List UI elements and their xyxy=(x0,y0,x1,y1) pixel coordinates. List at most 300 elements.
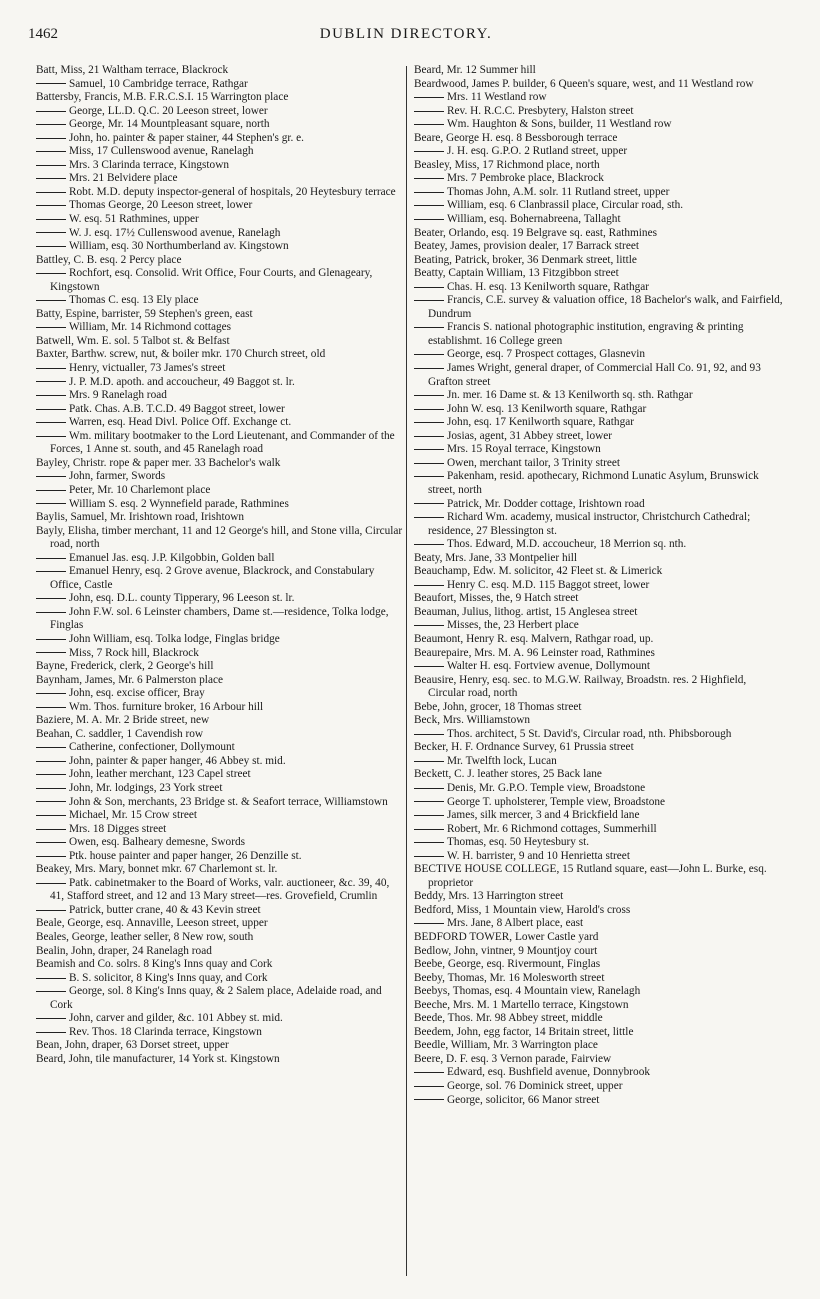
entry-text: Emanuel Henry, esq. 2 Grove avenue, Blackrock, and Constabulary Office, Castle xyxy=(50,565,375,591)
column-divider xyxy=(406,66,407,1276)
directory-entry xyxy=(36,1053,406,1067)
directory-entry xyxy=(36,78,406,92)
entry-text: Rev. H. R.C.C. Presbytery, Halston street xyxy=(447,104,634,117)
ditto-dash xyxy=(414,300,444,301)
entry-text: John, esq. D.L. county Tipperary, 96 Leeson st. lr. xyxy=(69,592,295,605)
entry-text: Pakenham, resid. apothecary, Richmond Lunatic Asylum, Brunswick street, north xyxy=(428,470,759,496)
ditto-dash xyxy=(36,300,66,301)
ditto-dash xyxy=(414,327,444,328)
directory-entry xyxy=(414,403,786,417)
entry-text: Thos. Edward, M.D. accoucheur, 18 Merrion sq. nth. xyxy=(447,538,687,551)
directory-entry xyxy=(36,335,406,349)
entry-text: Peter, Mr. 10 Charlemont place xyxy=(69,483,211,496)
entry-text: John, farmer, Swords xyxy=(69,470,166,483)
entry-text: Beeby, Thomas, Mr. 16 Molesworth street xyxy=(414,971,605,984)
entry-text: William, Mr. 14 Richmond cottages xyxy=(69,321,232,334)
ditto-dash xyxy=(414,842,444,843)
entry-text: Walter H. esq. Fortview avenue, Dollymount xyxy=(447,660,651,673)
entry-text: Beedle, William, Mr. 3 Warrington place xyxy=(414,1039,598,1052)
entry-text: Patrick, butter crane, 40 & 43 Kevin street xyxy=(69,903,261,916)
directory-entry xyxy=(414,159,786,173)
directory-entry xyxy=(414,755,786,769)
ditto-dash xyxy=(36,978,66,979)
ditto-dash xyxy=(414,761,444,762)
running-title: DUBLIN DIRECTORY. xyxy=(319,26,493,42)
entry-text: Beebys, Thomas, esq. 4 Mountain view, Ranelagh xyxy=(414,985,641,998)
entry-text: Henry C. esq. M.D. 115 Baggot street, lower xyxy=(447,578,650,591)
directory-entry xyxy=(36,836,406,850)
entry-text: Edward, esq. Bushfield avenue, Donnybrook xyxy=(447,1066,650,1079)
entry-text: Bean, John, draper, 63 Dorset street, upper xyxy=(36,1039,229,1052)
ditto-dash xyxy=(36,273,66,274)
entry-text: Miss, 17 Cullenswood avenue, Ranelagh xyxy=(69,145,254,158)
entry-text: Bayley, Christr. rope & paper mer. 33 Bachelor's walk xyxy=(36,456,281,469)
ditto-dash xyxy=(36,801,66,802)
ditto-dash xyxy=(414,436,444,437)
directory-entry xyxy=(414,904,786,918)
ditto-dash xyxy=(36,774,66,775)
entry-text: J. H. esq. G.P.O. 2 Rutland street, upper xyxy=(447,145,628,158)
directory-entry xyxy=(36,863,406,877)
directory-entry xyxy=(414,741,786,755)
directory-entry xyxy=(36,145,406,159)
entry-text: Baynham, James, Mr. 6 Palmerston place xyxy=(36,673,223,686)
directory-entry xyxy=(414,281,786,295)
entry-text: George, LL.D. Q.C. 20 Leeson street, lower xyxy=(69,104,268,117)
ditto-dash xyxy=(414,395,444,396)
ditto-dash xyxy=(36,422,66,423)
ditto-dash xyxy=(414,205,444,206)
directory-entry xyxy=(414,443,786,457)
directory-entry xyxy=(414,389,786,403)
ditto-dash xyxy=(36,409,66,410)
ditto-dash xyxy=(36,1018,66,1019)
directory-entry xyxy=(36,416,406,430)
directory-entry xyxy=(414,186,786,200)
entry-text: Beamish and Co. solrs. 8 King's Inns quay and Cork xyxy=(36,958,273,971)
entry-text: Thomas C. esq. 13 Ely place xyxy=(69,294,199,307)
entry-text: B. S. solicitor, 8 King's Inns quay, and Cork xyxy=(69,971,268,984)
entry-text: W. esq. 51 Rathmines, upper xyxy=(69,213,199,226)
entry-text: BEDFORD TOWER, Lower Castle yard xyxy=(414,931,599,943)
directory-entry xyxy=(414,240,786,254)
entry-text: Emanuel Jas. esq. J.P. Kilgobbin, Golden ball xyxy=(69,551,275,564)
directory-entry xyxy=(36,348,406,362)
directory-entry xyxy=(414,457,786,471)
ditto-dash xyxy=(36,381,66,382)
entry-text: Beales, George, leather seller, 8 New row, south xyxy=(36,931,254,943)
directory-entry xyxy=(414,145,786,159)
directory-entry xyxy=(36,782,406,796)
ditto-dash xyxy=(414,788,444,789)
directory-entry xyxy=(414,552,786,566)
entry-text: Samuel, 10 Cambridge terrace, Rathgar xyxy=(69,77,248,90)
page-header xyxy=(28,26,784,52)
directory-entry xyxy=(36,389,406,403)
ditto-dash xyxy=(36,368,66,369)
entry-text: Battley, C. B. esq. 2 Percy place xyxy=(36,253,182,266)
entry-text: BECTIVE HOUSE COLLEGE, 15 Rutland square, east—John L. Burke, esq. proprietor xyxy=(414,863,767,889)
directory-entry xyxy=(36,457,406,471)
entry-text: George, Mr. 14 Mountpleasant square, north xyxy=(69,118,270,131)
ditto-dash xyxy=(414,219,444,220)
directory-entry xyxy=(414,647,786,661)
directory-entry xyxy=(414,985,786,999)
entry-text: John, Mr. lodgings, 23 York street xyxy=(69,781,223,794)
directory-entry xyxy=(36,159,406,173)
ditto-dash xyxy=(36,707,66,708)
entry-text: Thos. architect, 5 St. David's, Circular road, nth. Phibsborough xyxy=(447,727,732,740)
directory-entry xyxy=(36,904,406,918)
entry-text: Wm. Thos. furniture broker, 16 Arbour hill xyxy=(69,700,264,713)
directory-entry xyxy=(36,1012,406,1026)
directory-entry xyxy=(36,687,406,701)
ditto-dash xyxy=(414,856,444,857)
directory-entry xyxy=(36,1039,406,1053)
ditto-dash xyxy=(36,178,66,179)
entry-text: Mrs. 11 Westland row xyxy=(447,91,547,104)
ditto-dash xyxy=(414,354,444,355)
entry-text: George, sol. 8 King's Inns quay, & 2 Salem place, Adelaide road, and Cork xyxy=(50,985,382,1011)
entry-text: William, esq. 6 Clanbrassil place, Circular road, sth. xyxy=(447,199,684,212)
ditto-dash xyxy=(414,585,444,586)
ditto-dash xyxy=(36,571,66,572)
directory-entry xyxy=(414,498,786,512)
directory-entry xyxy=(414,999,786,1013)
entry-text: Rochfort, esq. Consolid. Writ Office, Four Courts, and Glenageary, Kingstown xyxy=(50,267,373,293)
ditto-dash xyxy=(36,829,66,830)
directory-entry xyxy=(414,430,786,444)
directory-entry xyxy=(36,958,406,972)
ditto-dash xyxy=(414,544,444,545)
ditto-dash xyxy=(36,842,66,843)
entry-text: Beere, D. F. esq. 3 Vernon parade, Fairview xyxy=(414,1052,612,1065)
ditto-dash xyxy=(414,449,444,450)
ditto-dash xyxy=(36,205,66,206)
directory-entry xyxy=(36,714,406,728)
directory-entry xyxy=(414,945,786,959)
ditto-dash xyxy=(414,178,444,179)
directory-entry xyxy=(414,863,786,890)
right-column xyxy=(414,64,786,1107)
entry-text: Beakey, Mrs. Mary, bonnet mkr. 67 Charlemont st. lr. xyxy=(36,863,278,876)
entry-text: Beard, John, tile manufacturer, 14 York st. Kingstown xyxy=(36,1052,280,1065)
ditto-dash xyxy=(36,815,66,816)
entry-text: Bedford, Miss, 1 Mountain view, Harold's cross xyxy=(414,903,631,916)
entry-text: John & Son, merchants, 23 Bridge st. & Seafort terrace, Williamstown xyxy=(69,795,388,808)
entry-text: Patrick, Mr. Dodder cottage, Irishtown road xyxy=(447,497,645,510)
directory-entry xyxy=(414,714,786,728)
directory-entry xyxy=(36,877,406,904)
entry-text: Bebe, John, grocer, 18 Thomas street xyxy=(414,700,582,713)
entry-text: Batwell, Wm. E. sol. 5 Talbot st. & Belfast xyxy=(36,334,230,347)
directory-entry xyxy=(414,836,786,850)
directory-entry xyxy=(414,674,786,701)
directory-entry xyxy=(414,1094,786,1108)
directory-entry xyxy=(414,796,786,810)
entry-text: Wm. military bootmaker to the Lord Lieutenant, and Commander of the Forces, 1 Anne st. south, and 45 Ranelagh road xyxy=(50,429,395,456)
directory-entry xyxy=(414,823,786,837)
ditto-dash xyxy=(414,409,444,410)
directory-entry xyxy=(414,91,786,105)
directory-entry xyxy=(414,213,786,227)
entry-text: Thomas, esq. 50 Heytesbury st. xyxy=(447,836,590,849)
ditto-dash xyxy=(36,883,66,884)
directory-entry xyxy=(36,741,406,755)
entry-text: Batt, Miss, 21 Waltham terrace, Blackrock xyxy=(36,64,229,76)
directory-entry xyxy=(414,227,786,241)
ditto-dash xyxy=(414,192,444,193)
directory-entry xyxy=(36,850,406,864)
directory-entry xyxy=(36,294,406,308)
ditto-dash xyxy=(414,97,444,98)
entry-text: Bedlow, John, vintner, 9 Mountjoy court xyxy=(414,944,598,957)
entry-text: Mrs. 9 Ranelagh road xyxy=(69,389,167,402)
directory-entry xyxy=(414,1026,786,1040)
ditto-dash xyxy=(36,151,66,152)
directory-entry xyxy=(36,498,406,512)
entry-text: James Wright, general draper, of Commercial Hall Co. 91, 92, and 93 Grafton street xyxy=(428,362,761,388)
directory-entry xyxy=(36,552,406,566)
ditto-dash xyxy=(414,151,444,152)
ditto-dash xyxy=(414,1099,444,1100)
entry-text: George, solicitor, 66 Manor street xyxy=(447,1093,600,1106)
ditto-dash xyxy=(36,788,66,789)
directory-entry xyxy=(414,78,786,92)
ditto-dash xyxy=(414,829,444,830)
entry-text: Beebe, George, esq. Rivermount, Finglas xyxy=(414,958,601,971)
entry-text: Miss, 7 Rock hill, Blackrock xyxy=(69,646,199,659)
directory-entry xyxy=(36,823,406,837)
ditto-dash xyxy=(36,652,66,653)
ditto-dash xyxy=(36,327,66,328)
entry-text: Beeche, Mrs. M. 1 Martello terrace, Kingstown xyxy=(414,998,629,1011)
entry-text: Mrs. 15 Royal terrace, Kingstown xyxy=(447,443,601,456)
directory-entry xyxy=(36,64,406,78)
ditto-dash xyxy=(36,1032,66,1033)
entry-text: Beede, Thos. Mr. 98 Abbey street, middle xyxy=(414,1012,603,1025)
ditto-dash xyxy=(36,246,66,247)
ditto-dash xyxy=(36,503,66,504)
entry-text: Beasley, Miss, 17 Richmond place, north xyxy=(414,158,600,171)
ditto-dash xyxy=(414,463,444,464)
ditto-dash xyxy=(414,666,444,667)
entry-text: Beddy, Mrs. 13 Harrington street xyxy=(414,890,564,903)
directory-entry xyxy=(36,308,406,322)
ditto-dash xyxy=(414,517,444,518)
directory-entry xyxy=(36,606,406,633)
ditto-dash xyxy=(36,761,66,762)
entry-text: Bealin, John, draper, 24 Ranelagh road xyxy=(36,944,212,957)
entry-text: Bayne, Frederick, clerk, 2 George's hill xyxy=(36,660,214,673)
directory-entry xyxy=(414,511,786,538)
directory-entry xyxy=(414,321,786,348)
entry-text: Mrs. Jane, 8 Albert place, east xyxy=(447,917,584,930)
entry-text: Beale, George, esq. Annaville, Leeson street, upper xyxy=(36,917,268,930)
directory-entry xyxy=(36,728,406,742)
entry-text: Beardwood, James P. builder, 6 Queen's square, west, and 11 Westland row xyxy=(414,77,754,90)
entry-text: Beauman, Julius, lithog. artist, 15 Anglesea street xyxy=(414,605,638,618)
entry-text: Owen, esq. Balheary demesne, Swords xyxy=(69,836,246,849)
entry-text: Misses, the, 23 Herbert place xyxy=(447,619,579,632)
directory-entry xyxy=(414,619,786,633)
directory-entry xyxy=(36,105,406,119)
directory-entry xyxy=(414,728,786,742)
entry-text: Beaurepaire, Mrs. M. A. 96 Leinster road, Rathmines xyxy=(414,646,655,659)
ditto-dash xyxy=(36,83,66,84)
entry-text: Mrs. 21 Belvidere place xyxy=(69,172,178,185)
directory-entry xyxy=(414,294,786,321)
entry-text: Patk. cabinetmaker to the Board of Works, valr. auctioneer, &c. 39, 40, 41, Stafford street, and 12 and 13 Mary street—res. Grovefield, Crumlin xyxy=(50,876,390,903)
ditto-dash xyxy=(414,422,444,423)
directory-entry xyxy=(36,470,406,484)
directory-entry xyxy=(36,592,406,606)
entry-text: Bayly, Elisha, timber merchant, 11 and 12 George's hill, and Stone villa, Circular road, north xyxy=(36,524,403,551)
entry-text: John, ho. painter & paper stainer, 44 Stephen's gr. e. xyxy=(69,131,305,144)
ditto-dash xyxy=(414,287,444,288)
directory-entry xyxy=(36,945,406,959)
entry-text: George T. upholsterer, Temple view, Broadstone xyxy=(447,795,666,808)
ditto-dash xyxy=(36,138,66,139)
directory-entry xyxy=(36,768,406,782)
entry-text: William, esq. Bohernabreena, Tallaght xyxy=(447,213,621,226)
directory-entry xyxy=(36,267,406,294)
entry-text: Mrs. 7 Pembroke place, Blackrock xyxy=(447,172,604,185)
directory-entry xyxy=(36,660,406,674)
entry-text: W. J. esq. 17½ Cullenswood avenue, Ranelagh xyxy=(69,226,281,239)
directory-entry xyxy=(414,118,786,132)
entry-text: Thomas George, 20 Leeson street, lower xyxy=(69,199,253,212)
entry-text: Thomas John, A.M. solr. 11 Rutland street, upper xyxy=(447,185,670,198)
page-number: 1462 xyxy=(28,26,58,42)
directory-entry xyxy=(414,606,786,620)
directory-entry xyxy=(36,525,406,552)
directory-entry xyxy=(414,633,786,647)
directory-entry xyxy=(36,565,406,592)
directory-entry xyxy=(414,267,786,281)
directory-entry xyxy=(414,416,786,430)
entry-text: Beckett, C. J. leather stores, 25 Back lane xyxy=(414,768,602,781)
directory-entry xyxy=(36,91,406,105)
directory-entry xyxy=(36,647,406,661)
ditto-dash xyxy=(414,1072,444,1073)
ditto-dash xyxy=(36,476,66,477)
directory-entry xyxy=(36,511,406,525)
directory-entry xyxy=(414,917,786,931)
directory-entry xyxy=(414,470,786,497)
directory-entry xyxy=(414,958,786,972)
ditto-dash xyxy=(36,124,66,125)
entry-text: Beatty, Captain William, 13 Fitzgibbon street xyxy=(414,267,619,280)
entry-text: Beater, Orlando, esq. 19 Belgrave sq. east, Rathmines xyxy=(414,226,657,239)
directory-entry xyxy=(36,701,406,715)
entry-text: Robt. M.D. deputy inspector-general of hospitals, 20 Heytesbury terrace xyxy=(69,185,396,198)
directory-entry xyxy=(36,240,406,254)
entry-text: William, esq. 30 Northumberland av. Kingstown xyxy=(69,240,289,253)
directory-entry xyxy=(414,565,786,579)
ditto-dash xyxy=(36,747,66,748)
entry-text: John, esq. excise officer, Bray xyxy=(69,687,205,700)
entry-text: Baziere, M. A. Mr. 2 Bride street, new xyxy=(36,714,210,727)
entry-text: Mrs. 18 Digges street xyxy=(69,822,167,835)
ditto-dash xyxy=(414,503,444,504)
entry-text: Becker, H. F. Ordnance Survey, 61 Prussia street xyxy=(414,741,634,754)
ditto-dash xyxy=(36,395,66,396)
entry-text: Warren, esq. Head Divl. Police Off. Exchange ct. xyxy=(69,416,292,429)
directory-entry xyxy=(36,213,406,227)
ditto-dash xyxy=(36,165,66,166)
entry-text: George, esq. 7 Prospect cottages, Glasnevin xyxy=(447,348,646,361)
ditto-dash xyxy=(414,368,444,369)
directory-entry xyxy=(36,674,406,688)
entry-text: Mr. Twelfth lock, Lucan xyxy=(447,754,557,767)
entry-text: J. P. M.D. apoth. and accoucheur, 49 Baggot st. lr. xyxy=(69,375,295,388)
entry-text: William S. esq. 2 Wynnefield parade, Rathmines xyxy=(69,497,289,510)
ditto-dash xyxy=(36,910,66,911)
entry-text: Beard, Mr. 12 Summer hill xyxy=(414,64,536,76)
ditto-dash xyxy=(414,625,444,626)
entry-text: Batty, Espine, barrister, 59 Stephen's green, east xyxy=(36,307,253,320)
directory-entry xyxy=(414,782,786,796)
entry-text: Beatey, James, provision dealer, 17 Barrack street xyxy=(414,240,639,253)
entry-text: Michael, Mr. 15 Crow street xyxy=(69,809,198,822)
directory-entry xyxy=(36,484,406,498)
entry-text: John, carver and gilder, &c. 101 Abbey st. mid. xyxy=(69,1012,283,1025)
entry-text: Josias, agent, 31 Abbey street, lower xyxy=(447,429,613,442)
entry-text: Beck, Mrs. Williamstown xyxy=(414,714,531,727)
entry-text: W. H. barrister, 9 and 10 Henrietta street xyxy=(447,849,630,862)
ditto-dash xyxy=(36,232,66,233)
directory-entry xyxy=(36,430,406,457)
entry-text: Jn. mer. 16 Dame st. & 13 Kenilworth sq. sth. Rathgar xyxy=(447,389,693,402)
directory-entry xyxy=(414,579,786,593)
directory-entry xyxy=(36,321,406,335)
ditto-dash xyxy=(36,856,66,857)
directory-entry xyxy=(36,403,406,417)
directory-entry xyxy=(36,796,406,810)
entry-text: John, esq. 17 Kenilworth square, Rathgar xyxy=(447,416,634,429)
directory-entry xyxy=(414,809,786,823)
directory-entry xyxy=(36,254,406,268)
entry-text: Beaufort, Misses, the, 9 Hatch street xyxy=(414,592,579,605)
directory-entry xyxy=(36,376,406,390)
directory-entry xyxy=(36,118,406,132)
directory-entry xyxy=(414,362,786,389)
directory-entry xyxy=(414,890,786,904)
directory-entry xyxy=(36,633,406,647)
ditto-dash xyxy=(36,111,66,112)
ditto-dash xyxy=(36,612,66,613)
directory-entry xyxy=(414,64,786,78)
directory-entry xyxy=(414,199,786,213)
entry-text: Beare, George H. esq. 8 Bessborough terrace xyxy=(414,131,618,144)
directory-entry xyxy=(414,105,786,119)
directory-entry xyxy=(414,768,786,782)
entry-text: Henry, victualler, 73 James's street xyxy=(69,362,226,375)
directory-entry xyxy=(36,132,406,146)
directory-entry xyxy=(414,972,786,986)
entry-text: Wm. Haughton & Sons, builder, 11 Westland row xyxy=(447,118,672,131)
entry-text: Beahan, C. saddler, 1 Cavendish row xyxy=(36,727,204,740)
entry-text: Chas. H. esq. 13 Kenilworth square, Rathgar xyxy=(447,280,650,293)
entry-text: John William, esq. Tolka lodge, Finglas bridge xyxy=(69,632,280,645)
directory-entry xyxy=(36,227,406,241)
ditto-dash xyxy=(414,111,444,112)
ditto-dash xyxy=(36,693,66,694)
entry-text: Beauchamp, Edw. M. solicitor, 42 Fleet st. & Limerick xyxy=(414,565,663,578)
directory-entry xyxy=(36,931,406,945)
directory-entry xyxy=(414,172,786,186)
